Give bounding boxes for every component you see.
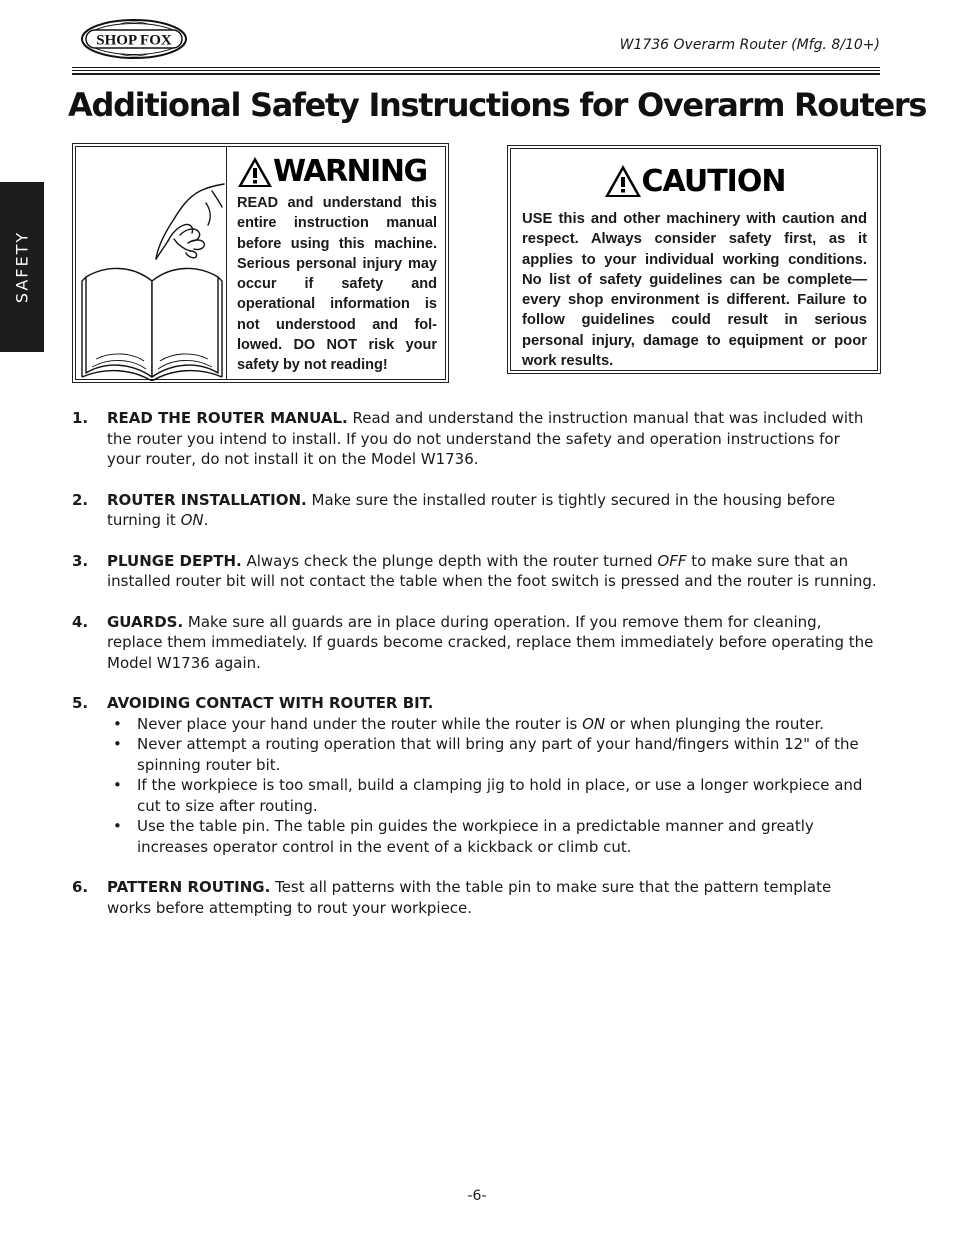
list-item: 5. AVOIDING CONTACT WITH ROUTER BIT. • Never place your hand under the router while the router is ON or when plunging the router. • Never attempt a routing operation that will bring any part of your hand/fingers within 12" of the spinning router bit. • If the workpiece is too small, build a clamping jig to hold in place, or use a longer workpiece and cut to size after routing. • Use the table pin. The table pin guides the workpiece in a predictable manner and greatly increases operator control in the event of a kickback or climb cut. xyxy=(72,693,878,857)
bullet-item: • Never place your hand under the router while the router is ON or when plunging the router. xyxy=(113,714,825,733)
shop-fox-logo xyxy=(80,18,188,60)
caution-signal-word: CAUTION xyxy=(641,163,786,199)
bullet-item: • If the workpiece is too small, build a clamping jig to hold in place, or use a longer workpiece and cut to size after routing. xyxy=(113,776,863,815)
warning-text: READ and understand this entire instruction manual before using this machine. Serious personal injury may occur if safety and operational information is not understood and fol-lowed. DO NOT risk your safety by not reading! xyxy=(237,195,437,374)
read-manual-illustration xyxy=(76,147,227,379)
page-title: Additional Safety Instructions for Overarm Routers xyxy=(68,86,927,124)
warning-signal-word: WARNING xyxy=(273,154,427,189)
section-tab-safety xyxy=(0,182,44,352)
header-rule xyxy=(72,67,880,68)
list-item: 4. GUARDS. Make sure all guards are in place during operation. If you remove them for cleaning, replace them immediately. If guards become cracked, replace them immediately before operating the Model W1736 again. xyxy=(72,612,874,672)
bullet-item: • Never attempt a routing operation that will bring any part of your hand/fingers within 12" of the spinning router bit. xyxy=(113,735,859,774)
list-item: 2. ROUTER INSTALLATION. Make sure the installed router is tightly secured in the housing before turning it ON. xyxy=(72,490,836,529)
warning-box xyxy=(72,143,449,383)
header-rule xyxy=(72,73,880,75)
caution-text: USE this and other machinery with caution and respect. Always consider safety first, as it applies to your individual working conditions. No list of safety guidelines can be complete—every shop environment is different. Failure to follow guidelines could result in serious personal injury, damage to equipment or poor work results. xyxy=(522,211,867,370)
bullet-item: • Use the table pin. The table pin guides the workpiece in a predictable manner and greatly increases operator control in the event of a kickback or climb cut. xyxy=(113,817,814,856)
document-title: W1736 Overarm Router (Mfg. 8/10+) xyxy=(619,37,880,53)
logo-text: SHOP FOX xyxy=(96,32,172,49)
caution-triangle-icon xyxy=(604,164,642,198)
section-tab-label: SAFETY xyxy=(12,230,32,304)
warning-triangle-icon xyxy=(237,156,273,188)
safety-instructions-list xyxy=(72,408,878,938)
caution-box xyxy=(507,145,881,374)
page-number: -6- xyxy=(467,1188,487,1204)
list-item: 3. PLUNGE DEPTH. Always check the plunge depth with the router turned OFF to make sure that an installed router bit will not contact the table when the foot switch is pressed and the router is running. xyxy=(72,551,877,590)
header-rule xyxy=(72,70,880,71)
list-item: 1. READ THE ROUTER MANUAL. Read and understand the instruction manual that was included with the router you intend to install. If you do not understand the safety and operation instructions for your router, do not install it on the Model W1736. xyxy=(72,409,864,468)
list-item: 6. PATTERN ROUTING. Test all patterns with the table pin to make sure that the pattern template works before attempting to rout your workpiece. xyxy=(72,878,832,917)
